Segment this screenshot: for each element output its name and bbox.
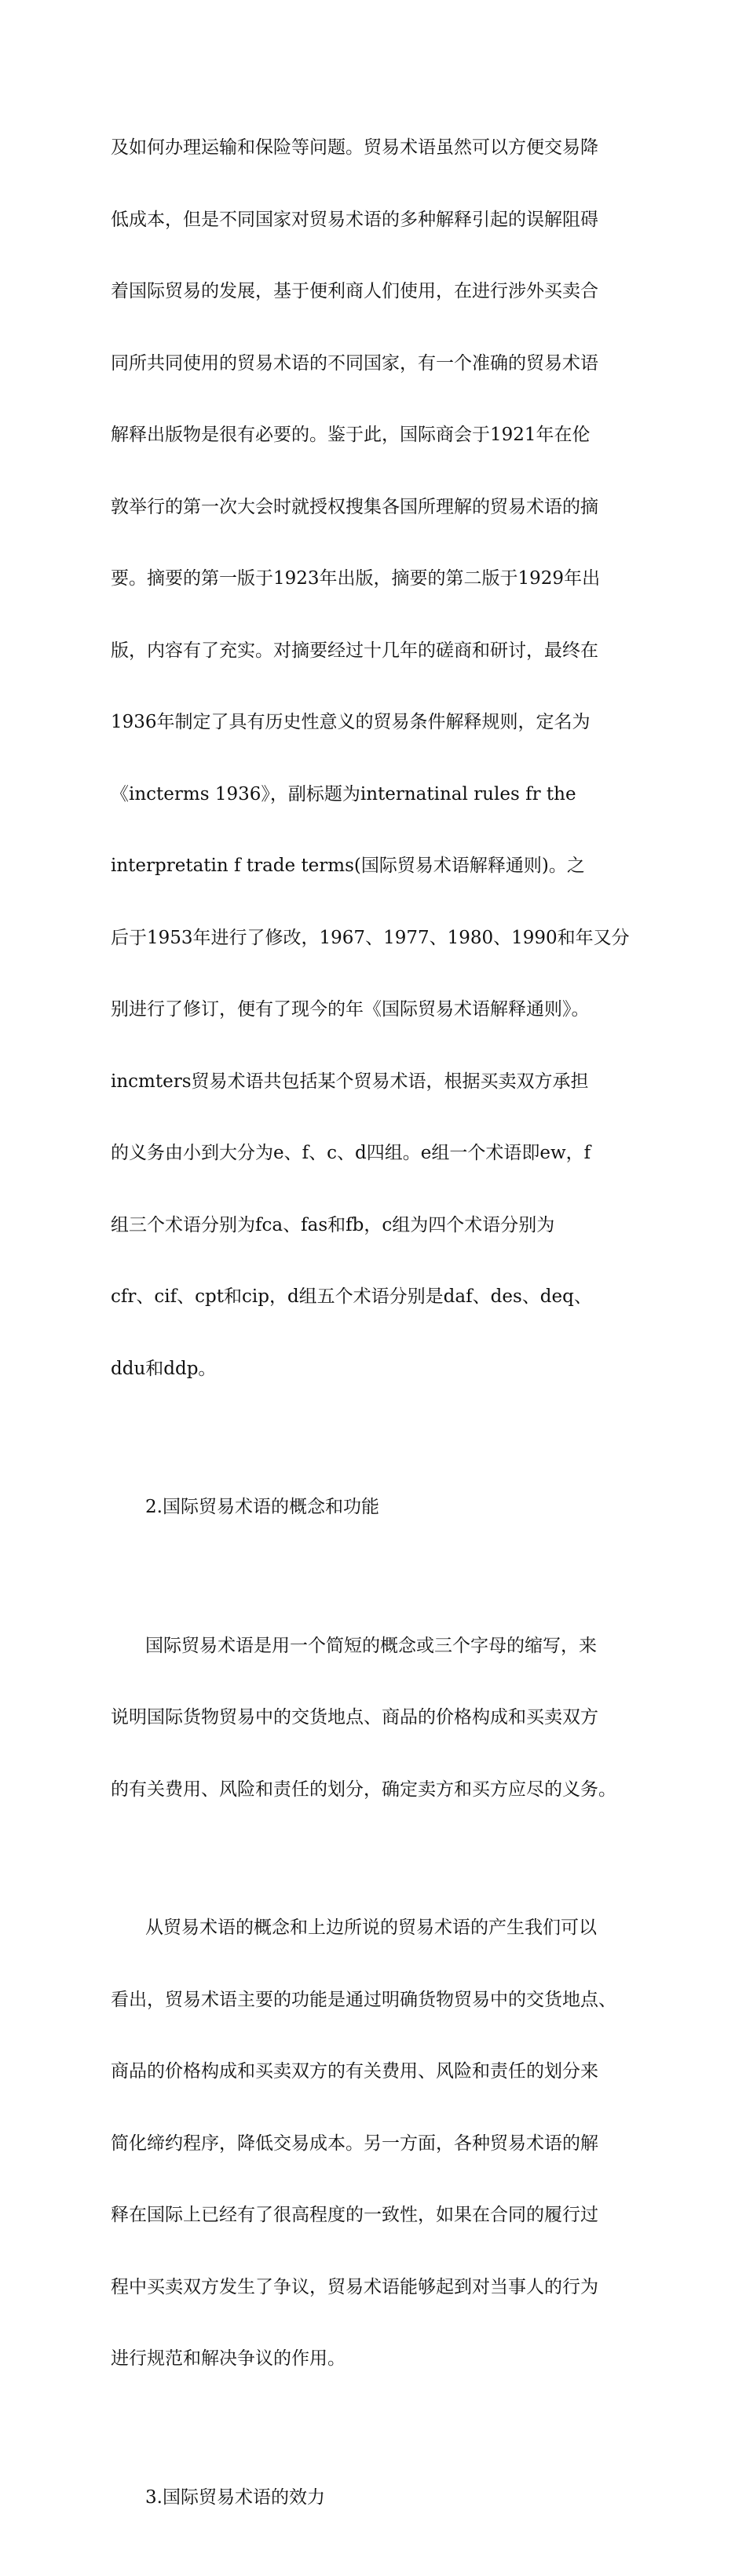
text-line: 的有关费用、风险和责任的划分，确定卖方和买方应尽的义务。: [111, 1779, 616, 1800]
text-line: ddu和ddp。: [111, 1358, 217, 1379]
paragraph-concept: [111, 1586, 645, 1850]
text-line: interpretatin f trade terms(国际贸易术语解释通则)。之: [111, 856, 585, 876]
text-line: 要。摘要的第一版于1923年出版，摘要的第二版于1929年出: [111, 568, 601, 589]
section-heading-3: [111, 2438, 645, 2558]
section-heading-text: 2.国际贸易术语的概念和功能: [145, 1497, 379, 1517]
section-heading-2: [111, 1447, 645, 1567]
text-line: incmters贸易术语共包括某个贸易术语，根据买卖双方承担: [111, 1071, 589, 1092]
text-line: 国际贸易术语是用一个简短的概念或三个字母的缩写，来: [145, 1635, 597, 1656]
text-line: 后于1953年进行了修改，1967、1977、1980、1990和年又分: [111, 927, 630, 948]
text-line: 程中买卖双方发生了争议，贸易术语能够起到对当事人的行为: [111, 2276, 598, 2297]
document-body: [111, 88, 645, 2576]
text-line: 及如何办理运输和保险等问题。贸易术语虽然可以方便交易降: [111, 137, 598, 158]
section-heading-text: 3.国际贸易术语的效力: [145, 2487, 325, 2508]
text-line: 敦举行的第一次大会时就授权搜集各国所理解的贸易术语的摘: [111, 496, 598, 517]
text-line: cfr、cif、cpt和cip，d组五个术语分别是daf、des、deq、: [111, 1286, 592, 1307]
text-line: 进行规范和解决争议的作用。: [111, 2348, 346, 2369]
text-line: 组三个术语分别为fca、fas和fb，c组为四个术语分别为: [111, 1214, 555, 1235]
text-line: 说明国际货物贸易中的交货地点、商品的价格构成和买卖双方: [111, 1707, 598, 1728]
text-line: 别进行了修订，便有了现今的年《国际贸易术语解释通则》。: [111, 999, 590, 1020]
text-line: 看出，贸易术语主要的功能是通过明确货物贸易中的交货地点、: [111, 1989, 616, 2010]
text-line: 同所共同使用的贸易术语的不同国家，有一个准确的贸易术语: [111, 352, 598, 374]
paragraph-function: [111, 1868, 645, 2419]
text-line: 简化缔约程序，降低交易成本。另一方面，各种贸易术语的解: [111, 2133, 598, 2154]
text-line: 的义务由小到大分为e、f、c、d四组。e组一个术语即ew，f: [111, 1143, 591, 1163]
text-line: 释在国际上已经有了很高程度的一致性，如果在合同的履行过: [111, 2205, 598, 2225]
text-line: 着国际贸易的发展，基于便利商人们使用，在进行涉外买卖合: [111, 281, 598, 301]
text-line: 《incterms 1936》，副标题为internatinal rules fr the: [111, 783, 576, 805]
text-line: 低成本，但是不同国家对贸易术语的多种解释引起的误解阻碍: [111, 209, 598, 230]
paragraph-incoterms-history: [111, 88, 645, 1428]
text-line: 1936年制定了具有历史性意义的贸易条件解释规则，定名为: [111, 712, 591, 732]
text-line: 商品的价格构成和买卖双方的有关费用、风险和责任的划分来: [111, 2061, 598, 2082]
text-line: 版，内容有了充实。对摘要经过十几年的磋商和研讨，最终在: [111, 640, 598, 661]
text-line: 解释出版物是很有必要的。鉴于此，国际商会于1921年在伦: [111, 425, 591, 445]
text-line: 从贸易术语的概念和上边所说的贸易术语的产生我们可以: [145, 1917, 597, 1938]
